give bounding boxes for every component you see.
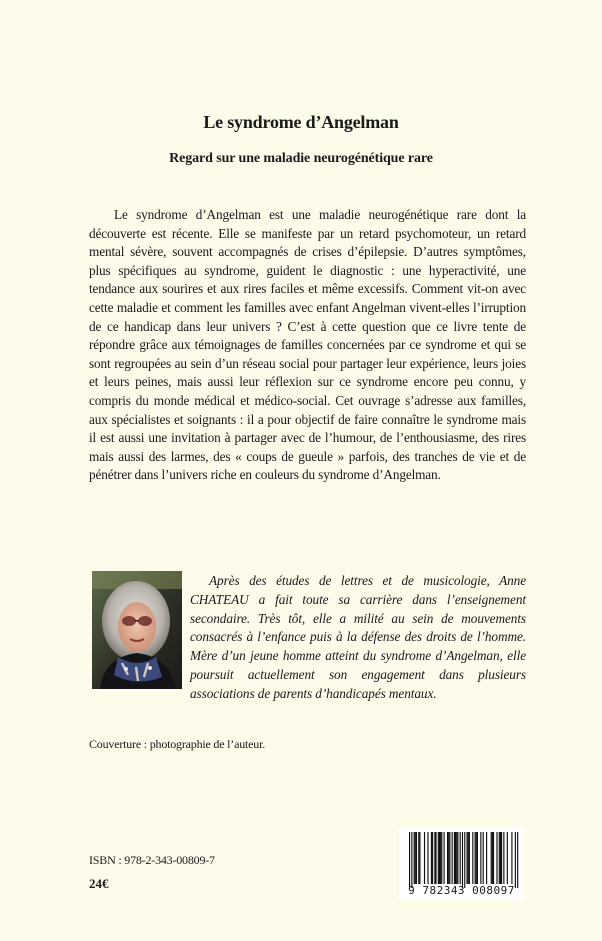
barcode-bar	[507, 832, 508, 884]
barcode-bar	[416, 832, 417, 884]
barcode-bar	[438, 832, 439, 884]
barcode-bar	[515, 832, 516, 888]
barcode-bar	[454, 832, 455, 884]
barcode-bar	[511, 832, 512, 884]
barcode-bar	[500, 832, 501, 884]
author-bio-text: Après des études de lettres et de musicologie, Anne CHATEAU a fait toute sa carrière dans l’enseignement secondaire. Très tôt, elle a milité au sein de mouvements consacrés à l’enfance puis à la défense des droits de l’homme. Mère d’un jeune homme atteint du syndrome d’Angelman, elle poursuit actuellement son engagement dans plusieurs associations de parents d’handicapés mentaux.	[190, 573, 526, 701]
barcode-bar	[414, 832, 415, 884]
barcode-bar	[491, 832, 492, 884]
author-bio	[89, 572, 526, 704]
barcode-bar	[448, 832, 449, 884]
barcode-bar	[462, 832, 463, 888]
barcode-bar	[434, 832, 435, 884]
barcode-digits: 9 782343 008097	[408, 884, 515, 897]
barcode-bar	[432, 832, 433, 884]
barcode-bar	[480, 832, 481, 884]
photo-float-spacer	[89, 572, 190, 691]
barcode-bar	[475, 832, 476, 884]
barcode-bar	[499, 832, 500, 884]
barcode-bar	[431, 832, 432, 884]
barcode-bar	[486, 832, 487, 884]
barcode-bar	[411, 832, 412, 888]
barcode-bar	[415, 832, 416, 884]
barcode-bar	[435, 832, 436, 884]
barcode-bar	[419, 832, 420, 884]
barcode-bar	[418, 832, 419, 884]
barcode-bar	[460, 832, 461, 884]
barcode-bar	[468, 832, 469, 884]
barcode-bar	[517, 832, 518, 888]
barcode-bar	[496, 832, 497, 884]
barcode-bar	[452, 832, 453, 884]
barcode-bar	[440, 832, 441, 884]
barcode-bar	[477, 832, 478, 884]
barcode-bar	[483, 832, 484, 884]
barcode-bar	[469, 832, 470, 884]
barcode-bar	[476, 832, 477, 884]
barcode-bar	[424, 832, 425, 884]
barcode-bar	[444, 832, 445, 884]
summary-paragraph: Le syndrome d’Angelman est une maladie neurogénétique rare dont la découverte est récente. Elle se manifeste par un retard psychomoteur, un retard mental sévère, souvent accompagnés de crises d’épilepsie. D’autres symptômes, plus spécifiques au syndrome, guident le diagnostic : une hyperactivité, une tendance aux sourires et aux rires faciles et même excessifs. Comment vit-on avec cette maladie et comment les familles avec enfant Angelman vivent-elles l’irruption de ce handicap dans leur univers ? C’est à cette question que ce livre tente de répondre grâce aux témoignages de familles concernées par ce syndrome et qui se sont regroupées au sein d’un réseau social pour partager leur expérience, leurs joies et leurs peines, mais aussi leur réflexion sur ce syndrome encore peu connu, y compris du monde médical et médico-social. Cet ouvrage s’adresse aux familles, aux spécialistes et soignants : il a pour objectif de faire connaître le syndrome mais il est aussi une invitation à partager avec de l’humour, de l’enthousiasme, des rires mais aussi des larmes, des « coups de gueule » parfois, des tranches de vie et de pénétrer dans l’univers riche en couleurs du syndrome d’Angelman.	[89, 207, 526, 483]
price: 24€	[89, 876, 109, 891]
barcode-bar	[493, 832, 494, 884]
barcode-bar	[439, 832, 440, 884]
barcode-bar	[456, 832, 457, 884]
cover-credit: Couverture : photographie de l’auteur.	[89, 737, 266, 751]
isbn: ISBN : 978-2-343-00809-7	[89, 853, 215, 867]
barcode-bar	[467, 832, 468, 884]
barcode-bar	[464, 832, 465, 888]
barcode-bar	[449, 832, 450, 884]
barcode-bar	[441, 832, 442, 884]
barcode-bar	[457, 832, 458, 884]
book-subtitle: Regard sur une maladie neurogénétique rare	[169, 151, 433, 166]
barcode-bar	[409, 832, 410, 888]
barcode-bar	[447, 832, 448, 884]
barcode-bar	[492, 832, 493, 884]
barcode-bar	[455, 832, 456, 884]
barcode-bar	[472, 832, 473, 884]
barcode-bar	[501, 832, 502, 884]
barcode-bar	[427, 832, 428, 884]
barcode-bar	[503, 832, 504, 884]
book-title: Le syndrome d’Angelman	[203, 112, 399, 132]
